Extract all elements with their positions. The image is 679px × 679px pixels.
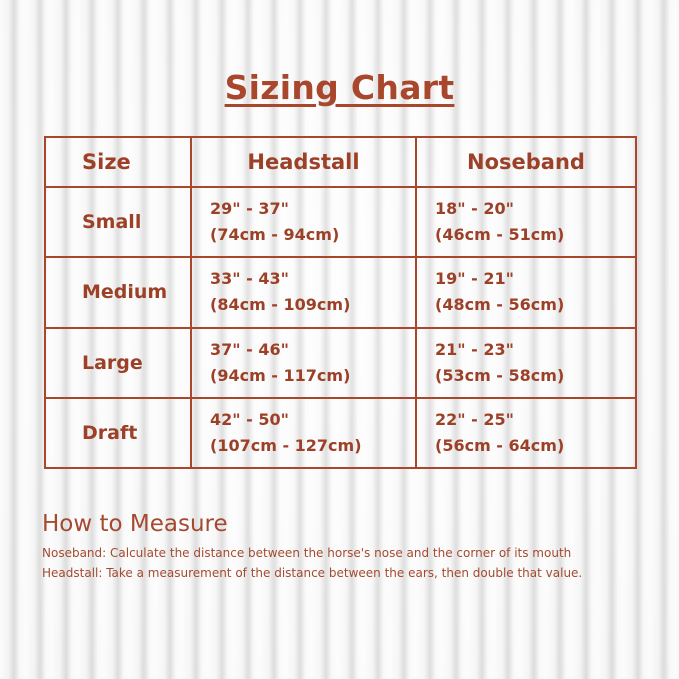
size-label: Small [45, 187, 191, 257]
table-row [45, 398, 636, 468]
noseband-inches: 22" - 25" [435, 409, 514, 429]
headstall-inches: 37" - 46" [210, 339, 289, 359]
headstall-cell [191, 398, 416, 468]
headstall-inches: 33" - 43" [210, 269, 289, 289]
headstall-cm: (94cm - 117cm) [210, 365, 351, 385]
noseband-cell [416, 398, 636, 468]
headstall-cm: (84cm - 109cm) [210, 295, 351, 315]
sizing-table [44, 136, 637, 469]
noseband-cell [416, 187, 636, 257]
headstall-inches: 42" - 50" [210, 409, 289, 429]
size-label: Draft [45, 398, 191, 468]
size-label: Large [45, 328, 191, 398]
how-to-measure-heading: How to Measure [42, 511, 228, 537]
header-noseband: Noseband [416, 137, 636, 187]
headstall-cell [191, 257, 416, 327]
headstall-inches: 29" - 37" [210, 199, 289, 219]
noseband-cell [416, 257, 636, 327]
noseband-cell [416, 328, 636, 398]
noseband-cm: (46cm - 51cm) [435, 225, 565, 245]
headstall-cm: (74cm - 94cm) [210, 225, 340, 245]
table-row [45, 328, 636, 398]
header-headstall: Headstall [191, 137, 416, 187]
noseband-cm: (48cm - 56cm) [435, 295, 565, 315]
noseband-inches: 18" - 20" [435, 199, 514, 219]
noseband-instruction: Noseband: Calculate the distance between the horse's nose and the corner of its mouth [42, 546, 572, 560]
page-title: Sizing Chart [224, 68, 455, 107]
headstall-instruction: Headstall: Take a measurement of the distance between the ears, then double that value. [42, 566, 583, 580]
noseband-cm: (53cm - 58cm) [435, 365, 565, 385]
table-row [45, 257, 636, 327]
headstall-cm: (107cm - 127cm) [210, 435, 362, 455]
header-size: Size [45, 137, 191, 187]
table-header-row [45, 137, 636, 187]
noseband-inches: 19" - 21" [435, 269, 514, 289]
noseband-cm: (56cm - 64cm) [435, 435, 565, 455]
headstall-cell [191, 328, 416, 398]
table-row [45, 187, 636, 257]
size-label: Medium [45, 257, 191, 327]
noseband-inches: 21" - 23" [435, 339, 514, 359]
headstall-cell [191, 187, 416, 257]
